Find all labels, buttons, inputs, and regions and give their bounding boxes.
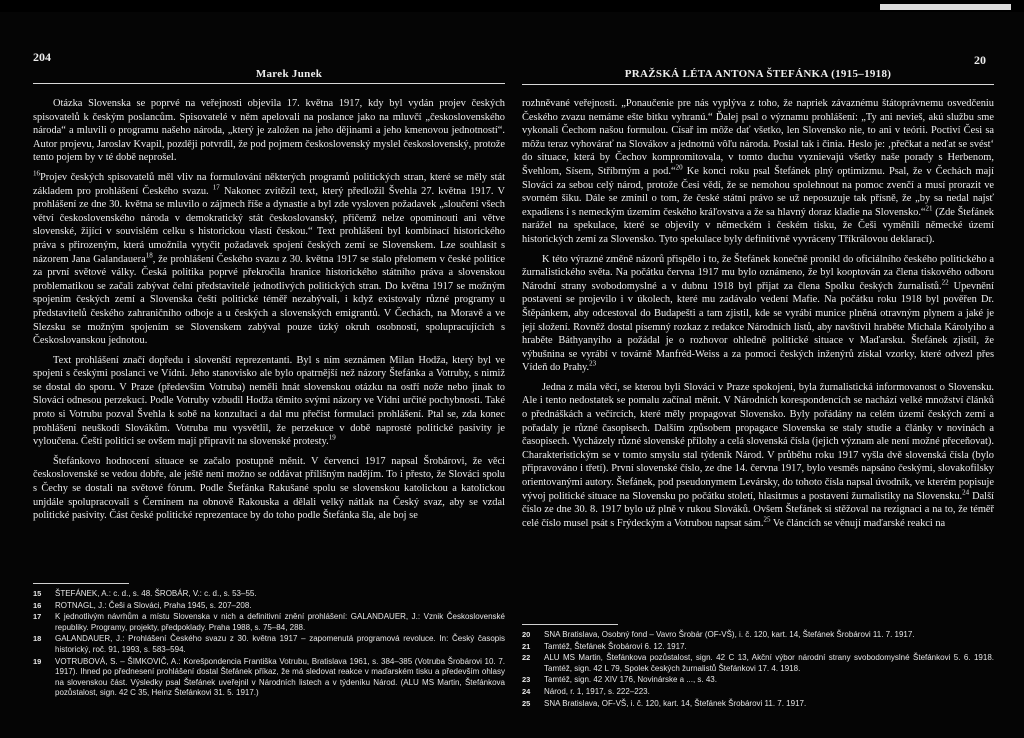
footnote-rule (522, 624, 618, 625)
footnote (522, 699, 994, 710)
paragraph-text: Upevnění postavení se projevilo i v úkolech, které mu zadávalo vedení Mafie. Na počátku roku 1918 byl pověřen Dr. Štěpánkem, aby odcestoval do Budapešti a tam zjistil, kde se vyrábí munice plněná otravným plynem a jaké je její složení. Rovněž dostal písemný rozkaz z redakce Národních listů, aby navštívil hraběte Michala Károlyiho a hraběte Báthyanyiho a požádal je o rozhovor ohledně politické situace v Maďarsku. Štefánek zjistil, že výbušnina se vyrábí v továrně Manfréd-Weiss a za pomoci českých inženýrů získal vzorky, které odvezl přes Vídeň do Prahy. (522, 280, 994, 374)
footnote-ref: 20 (675, 163, 683, 172)
paragraph (33, 455, 505, 523)
footnote-number: 25 (522, 698, 531, 708)
footnote (522, 653, 994, 674)
footnote-text: K jednotlivým návrhům a místu Slovenska v nich a definitivní znění prohlášení: GALANDAUER, J.: Vznik Československé republiky. Programy, projekty, předpoklady. Praha 1988, s. 75–84, 288. (55, 612, 505, 632)
paragraph (522, 253, 994, 375)
left-page (33, 40, 505, 730)
footnote-number: 21 (522, 641, 531, 651)
footnote-ref: 24 (962, 488, 970, 497)
paragraph-text: Ve článcích se věnují maďarské reakci na (770, 517, 946, 529)
footnotes (522, 624, 994, 710)
page-number: 20 (974, 53, 986, 67)
paragraph-text: Otázka Slovenska se poprvé na veřejnosti objevila 17. května 1917, kdy byl vydán projev českých spisovatelů k českým poslancům. Spisovatelé v něm apelovali na poslance jako na mluvčí „československého národa“ a mluvili o programu našeho národa, „který je založen na jeho dějinami a jeho kmenovou jednotností“. Autor projevu, Jaroslav Kvapil, později potvrdil, že pod pojmem československý myslel československý, protože tento pojem by v té době neprošel. (33, 98, 505, 164)
footnote-text: SNA Bratislava, Osobný fond – Vavro Šrobár (OF-VŠ), i. č. 120, kart. 14, Štefánek Šrobárovi 11. 7. 1917. (544, 630, 915, 639)
footnote (522, 630, 994, 641)
footnote-text: SNA Bratislava, OF-VŠ, i. č. 120, kart. 14, Štefánek Šrobárovi 11. 7. 1917. (544, 698, 807, 708)
footnote-number: 19 (33, 656, 42, 666)
footnote-number: 17 (33, 612, 42, 622)
top-scan-strip (880, 4, 1011, 10)
paragraph-text: Ke konci roku psal Štefánek plný optimizmu. Psal, že v Čechách mají Slováci za sebou celý národ, protože Česi vědí, že se nemohou spolehnout na pomoc zvenčí a musí prorazit ve svorném šiku. Dále se zmínil o tom, že české státní právo se už neposuzuje tak přísně, že „by sa nedal najsť expadiens i s nemeckým územím českého kráľovstva a že sa hlavný doraz kladie na Slovensko.“ (522, 165, 994, 218)
paragraph (522, 97, 994, 247)
footnote (33, 634, 505, 655)
footnote-text: ROTNAGL, J.: Češi a Slováci, Praha 1945, s. 207–208. (55, 600, 252, 610)
paragraph-text: Text prohlášení značí dopředu i slovenští reprezentanti. Byl s ním seznámen Milan Hodža, který byl ve spojení s českými poslanci ve Vídni. Jeho stanovisko ale bylo opatrnější než názory Štefánka a Votruby, s nimiž se dostal do sporu. V Praze (především Votruba) neměli hnát slovenskou otázku na ostří nože nebo jinak to Slováci odnesou perzekucí. Podle Votruby vzbudil Hodža těmito svými názory ve Vídni určité pochybnosti. Také proto si Votrubu pozval Švehla k sobě na konzultaci a dal mu přečíst formulaci prohlášení. Ptal se, zda konec prohlášení neuškodí Slovákům. Votruba mu vysvětlil, že perzekuce v době naprosté politické pasivity je vyloučena. Čeští politici se ovšem mají připravit na slovenské protesty. (33, 354, 505, 448)
paragraph-text: Další číslo ze dne 30. 8. 1917 bylo už plně v rukou Slováků. Ovšem Štefánek si stěžoval na rezignaci a na to, že téměř celé číslo musel psát s Frýdeckým a Votrubou napsat sám. (522, 490, 995, 529)
footnote-ref: 23 (589, 359, 597, 368)
paragraph-text: rozhněvané veřejnosti. „Ponaučenie pre nás vyplýva z toho, že napriek závaznému štátoprávnemu osvedčeniu Českého zvazu nemáme ešte bitku vyhranú.“ Ďalej psal o významu prohlášení: „Ty ani nevieš, akú službu sme vykonali Čechom našou formulou. Císař im môže dať všetko, len Slovensko nie, to ani v teórii. Poctiví Česi sa môžu teraz vyhovárať na Slovákov a jednotnú vôľu národa. Posial tak i činia. Heslo je: ‚přečkat a neďat se svést‘ do situace, která by Čechov kompromitovala, v tomto duchu vyznievajú všetky naše porady s Herbenom, Švehlom, Sísem, Stříbrným a pod.“ (522, 98, 994, 177)
footnote-ref: 17 (212, 183, 220, 192)
running-head: PRAŽSKÁ LÉTA ANTONA ŠTEFÁNKA (1915–1918) (522, 68, 994, 85)
footnote-ref: 19 (328, 433, 336, 442)
footnote-text: GALANDAUER, J.: Prohlášení Českého svazu z 30. května 1917 – zapomenutá programová revoluce. In: Český časopis historický, roč. 91, 1993, s. 583–594. (55, 634, 505, 654)
paragraph-text: K této výrazné změně názorů přispělo i to, že Štefánek konečně pronikl do oficiálního českého politického a žurnalistického světa. Na počátku června 1917 mu bylo oznámeno, že byl kooptován za člena tiskového odboru Národní strany svobodomyslné a v dubnu 1918 byl přijat za člena Spolku českých žurnalistů. (522, 253, 994, 292)
footnote-ref: 22 (941, 278, 949, 287)
paragraph (33, 97, 505, 165)
footnote-number: 16 (33, 600, 42, 610)
footnote-text: VOTRUBOVÁ, S. – ŠIMKOVIČ, A.: Korešpondencia Františka Votrubu, Bratislava 1961, s. 384–385 (Votruba Šrobárovi 10. 7. 1917). Ihned po přednesení prohlášení dostal Štefánek příkaz, že má sledovat reakce v maďarském tisku a především ohlasy na slovenskou část. Výsledky psal Štefánek uveřejnil v Národních listech a v týdeníku Národ. (ALU MS Martin, Štefánkova pozůstalost, sign. 42 C 35, Heinz Štefánkovi 31. 5. 1917.) (55, 656, 505, 698)
footnote-rule (33, 583, 129, 584)
page-number: 204 (33, 50, 51, 64)
right-page (522, 40, 994, 730)
footnote-text: Tamtéž, sign. 42 XIV 176, Novinárske a ..., s. 43. (544, 675, 717, 685)
paragraph-text: Projev českých spisovatelů měl vliv na formulování některých programů politických stran, které se měly stát základem pro prohlášení Českého svazu. (33, 171, 505, 197)
paragraph-text: , že prohlášení Českého svazu z 30. května 1917 se stalo přelomem v české politice za první světové války. Česká politika poprvé překročila hranice historického státního práva a slovenskou problematikou se začali zabývat čelní představitelé jednotlivých politických stran. Do května 1917 se možným spojením českých zemí a Slovenska čeští politické téměř nezabývali, i když existovaly různé programy u představitelů českého zahraničního odboje a u českých a slovenských emigrantů. V Čechách, na Moravě a ve Slezsku se možným spojením se Slovenskem zabýval pouze úzký okruh osobností, spolupracujících s Českoslovanskou jednotou. (33, 253, 505, 347)
footnote-text: ŠTEFÁNEK, A.: c. d., s. 48. ŠROBÁR, V.: c. d., s. 53–55. (55, 589, 257, 598)
footnote-number: 22 (522, 653, 531, 663)
running-head: Marek Junek (33, 68, 505, 84)
body-text (33, 97, 505, 529)
footnote (33, 657, 505, 699)
footnote (522, 642, 994, 653)
footnote-number: 18 (33, 634, 42, 644)
footnote-text: ALU MS Martin, Štefánkova pozůstalost, sign. 42 C 13, Akční výbor národní strany svobodomyslné Štefánkovi 5. 6. 1918. Tamtéž, sign. 42 L 79, Spolek českých žurnalistů Štefánkovi 17. 4. 1918. (544, 653, 994, 673)
paragraph (33, 354, 505, 449)
footnote-ref: 18 (145, 251, 153, 260)
footnote (33, 612, 505, 633)
footnotes (33, 583, 505, 700)
body-text (522, 97, 994, 536)
footnote-number: 24 (522, 686, 531, 696)
footnote-number: 20 (522, 630, 531, 639)
footnote (33, 601, 505, 612)
footnote-text: Národ, r. 1, 1917, s. 222–223. (544, 686, 650, 696)
paragraph (33, 171, 505, 348)
footnote (522, 675, 994, 686)
paragraph (522, 381, 994, 531)
footnote-number: 15 (33, 589, 42, 598)
footnote-ref: 25 (763, 515, 771, 524)
footnote (522, 687, 994, 698)
paragraph-text: (Zde Štefánek narážel na spekulace, které se objevily v německém i českém tisku, že Češi vyměnili německé území historických zemí za Slovensko. Tyto spekulace byly definitivně vyvráceny Tříkrálovou deklarací). (522, 206, 994, 245)
footnote-ref: 16 (33, 169, 40, 178)
footnote-ref: 21 (925, 204, 933, 213)
top-scan-edge (0, 0, 1024, 12)
paragraph-text: Nakonec zvítězil text, který předložil Švehla 27. května 1917. V prohlášení ze dne 30. května se mluvilo o zájmech říše a dynastie a byl zde vysloven požadavek „sloučení všech větví československého národa v demokratický stát českoslovanský, přičemž nelze opominouti ani větve slovenské, žijící v souvislém celku s historickou vlastí českou.“ Text prohlášení byl kombinací historického práva s přirozeným, která umožnila vytyčit požadavek spojení českých zemí se Slovenskem. Lze souhlasit s názorem Jana Galandauera (33, 185, 505, 265)
footnote (33, 589, 505, 600)
footnote-text: Tamtéž, Štefánek Šrobárovi 6. 12. 1917. (544, 641, 687, 651)
footnote-number: 23 (522, 675, 531, 685)
paragraph-text: Jedna z mála věcí, se kterou byli Slováci v Praze spokojeni, byla žurnalistická informovanost o Slovensku. Ale i tento nedostatek se pomalu začínal měnit. V Národních korespondencích se nachází velké množství článků o přednáškách a večírcích, které měly propagovat Slovensko. Byly pořádány na celém území českých zemí a pořadaly je různé časopisech. Dalším způsobem propagace Slovenska se staly studie a články v novinách a časopisech. Vycházely různé slovenské přílohy a celá slovenská čísla (jejich význam ale není možné přeceňovat). Charakteristickým se v tomto smyslu stal týdeník Národ. V průběhu roku 1917 vyšla dvě slovenská čísla (bylo připravováno i třetí). První slovenské číslo, ze dne 14. června 1917, bylo vesměs napsáno českými, slovakofilsky orientovanými autory. Štefánek, pod pseudonymem Levársky, do tohoto čísla napsal úvodník, ve kterém popisuje vývoj politické situace na Slovensku po počátku století, hlasitmus a postavení žurnalistiky na Slovensku. (522, 381, 994, 502)
paragraph-text: Štefánkovo hodnocení situace se začalo postupně měnit. V červenci 1917 napsal Šrobárovi, že věci československé se vedou dobře, ale ještě není možno se oddávat přílišným nadějím. To i přesto, že Slováci spolu s Čechy se dostali na světové fórum. Podle Štefánka Rakušané spolu se slovenskou katolickou a katolickou unjdále spolupracovali s Černínem na obnově Rakouska a dělali velký nátlak na Český svaz, aby se vzdal politické pasivity. Část české politické reprezentace by do toho podle Štefánka šla, ale boj se (33, 455, 505, 522)
